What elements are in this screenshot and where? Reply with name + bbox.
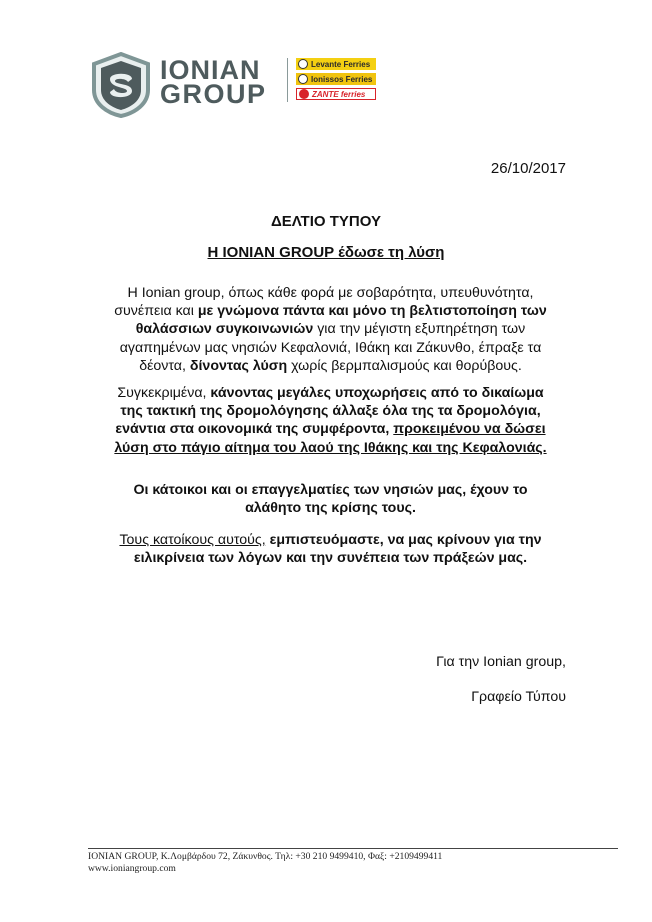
brand-list [296, 58, 376, 103]
paragraph-4 [78, 531, 583, 567]
footer-divider [88, 848, 618, 849]
p2-line-1b: κάνοντας μεγάλες υποχωρήσεις από το δικαίωμα [210, 385, 544, 401]
p2-line-3 [78, 420, 583, 438]
p2-line-4 [78, 439, 583, 457]
p3-line-1: Οι κάτοικοι και οι επαγγελματίες των νησιών μας, έχουν το [133, 482, 528, 498]
paragraph-3 [78, 481, 583, 517]
document-subtitle [0, 244, 652, 261]
p4-line-1 [78, 531, 583, 549]
signature-line-2: Γραφείο Τύπου [471, 689, 566, 705]
brand-zante [296, 88, 376, 100]
paragraph-2 [78, 384, 583, 457]
p2-line-1a: Συγκεκριμένα, [117, 385, 211, 401]
p1-line-4: αγαπημένων μας νησιών Κεφαλονιά, Ιθάκη και Ζάκυνθο, έπραξε τα [119, 339, 542, 356]
logo-line-ionian: IONIAN [160, 55, 261, 85]
p2-line-3b: προκειμένου να δώσει [393, 421, 546, 438]
p2-line-2 [78, 402, 583, 420]
logo-divider [287, 58, 288, 102]
brand-zante-label: ZANTE ferries [312, 89, 366, 99]
p2-line-3a: ενάντια στα οικονομικά της συμφέροντα, [115, 421, 394, 438]
logo-line-group: GROUP [160, 79, 267, 109]
footer-address: IONIAN GROUP, Κ.Λομβάρδου 72, Ζάκυνθος. Τηλ: +30 210 9499410, Φαξ: +2109499411 [88, 851, 443, 862]
p1-line-2a: συνέπεια και [114, 303, 198, 320]
subtitle-text: Η IONIAN GROUP έδωσε τη λύση [207, 244, 445, 261]
p2-line-2-text: της τακτική της δρομολόγησης άλλαξε όλα της τα δρομολόγια, [120, 403, 541, 420]
p4-line-2 [78, 549, 583, 567]
p1-line-1: Η Ionian group, όπως κάθε φορά με σοβαρότητα, υπευθυνότητα, [127, 285, 534, 301]
footer-website-link[interactable]: www.ioniangroup.com [88, 863, 176, 874]
ionissos-logo-icon [298, 74, 308, 84]
p1-line-3 [78, 320, 583, 338]
brand-ionissos-label: Ionissos Ferries [311, 74, 373, 84]
document-date: 26/10/2017 [490, 160, 566, 177]
company-logo-text [160, 55, 267, 109]
p1-line-3a: θαλάσσιων συγκοινωνιών [135, 321, 314, 338]
p1-line-5b: δίνοντας λύση [189, 357, 288, 374]
p1-line-5 [78, 357, 583, 375]
p4-line-1b: εμπιστευόμαστε, να μας κρίνουν για την [265, 532, 542, 548]
p4-line-1a: Τους κατοίκους αυτούς, [119, 532, 266, 548]
brand-ionissos [296, 73, 376, 85]
p2-line-4-text: λύση στο πάγιο αίτημα του λαού της Ιθάκης και της Κεφαλονιάς. [114, 439, 547, 456]
zante-logo-icon [299, 89, 309, 99]
p1-line-5c: χωρίς βερμπαλισμούς και θορύβους. [287, 357, 522, 374]
p1-line-5a: δέοντα, [139, 357, 190, 374]
p3-line-2: αλάθητο της κρίσης τους. [245, 500, 416, 517]
paragraph-1 [78, 284, 583, 375]
p2-line-1 [78, 384, 583, 402]
p1-line-2 [78, 302, 583, 320]
brand-levante [296, 58, 376, 70]
document-title: ΔΕΛΤΙΟ ΤΥΠΟΥ [271, 213, 381, 230]
p4-line-2-text: ειλικρίνεια των λόγων και την συνέπεια των πράξεών μας. [133, 550, 528, 567]
p1-line-2b: με γνώμονα πάντα και μόνο τη βελτιστοποίηση των [197, 303, 547, 320]
p1-line-3b: για την μέγιστη εξυπηρέτηση των [313, 321, 526, 338]
brand-levante-label: Levante Ferries [311, 59, 371, 69]
ionian-group-shield-icon [90, 52, 152, 118]
levante-logo-icon [298, 59, 308, 69]
signature-line-1: Για την Ionian group, [436, 654, 566, 670]
